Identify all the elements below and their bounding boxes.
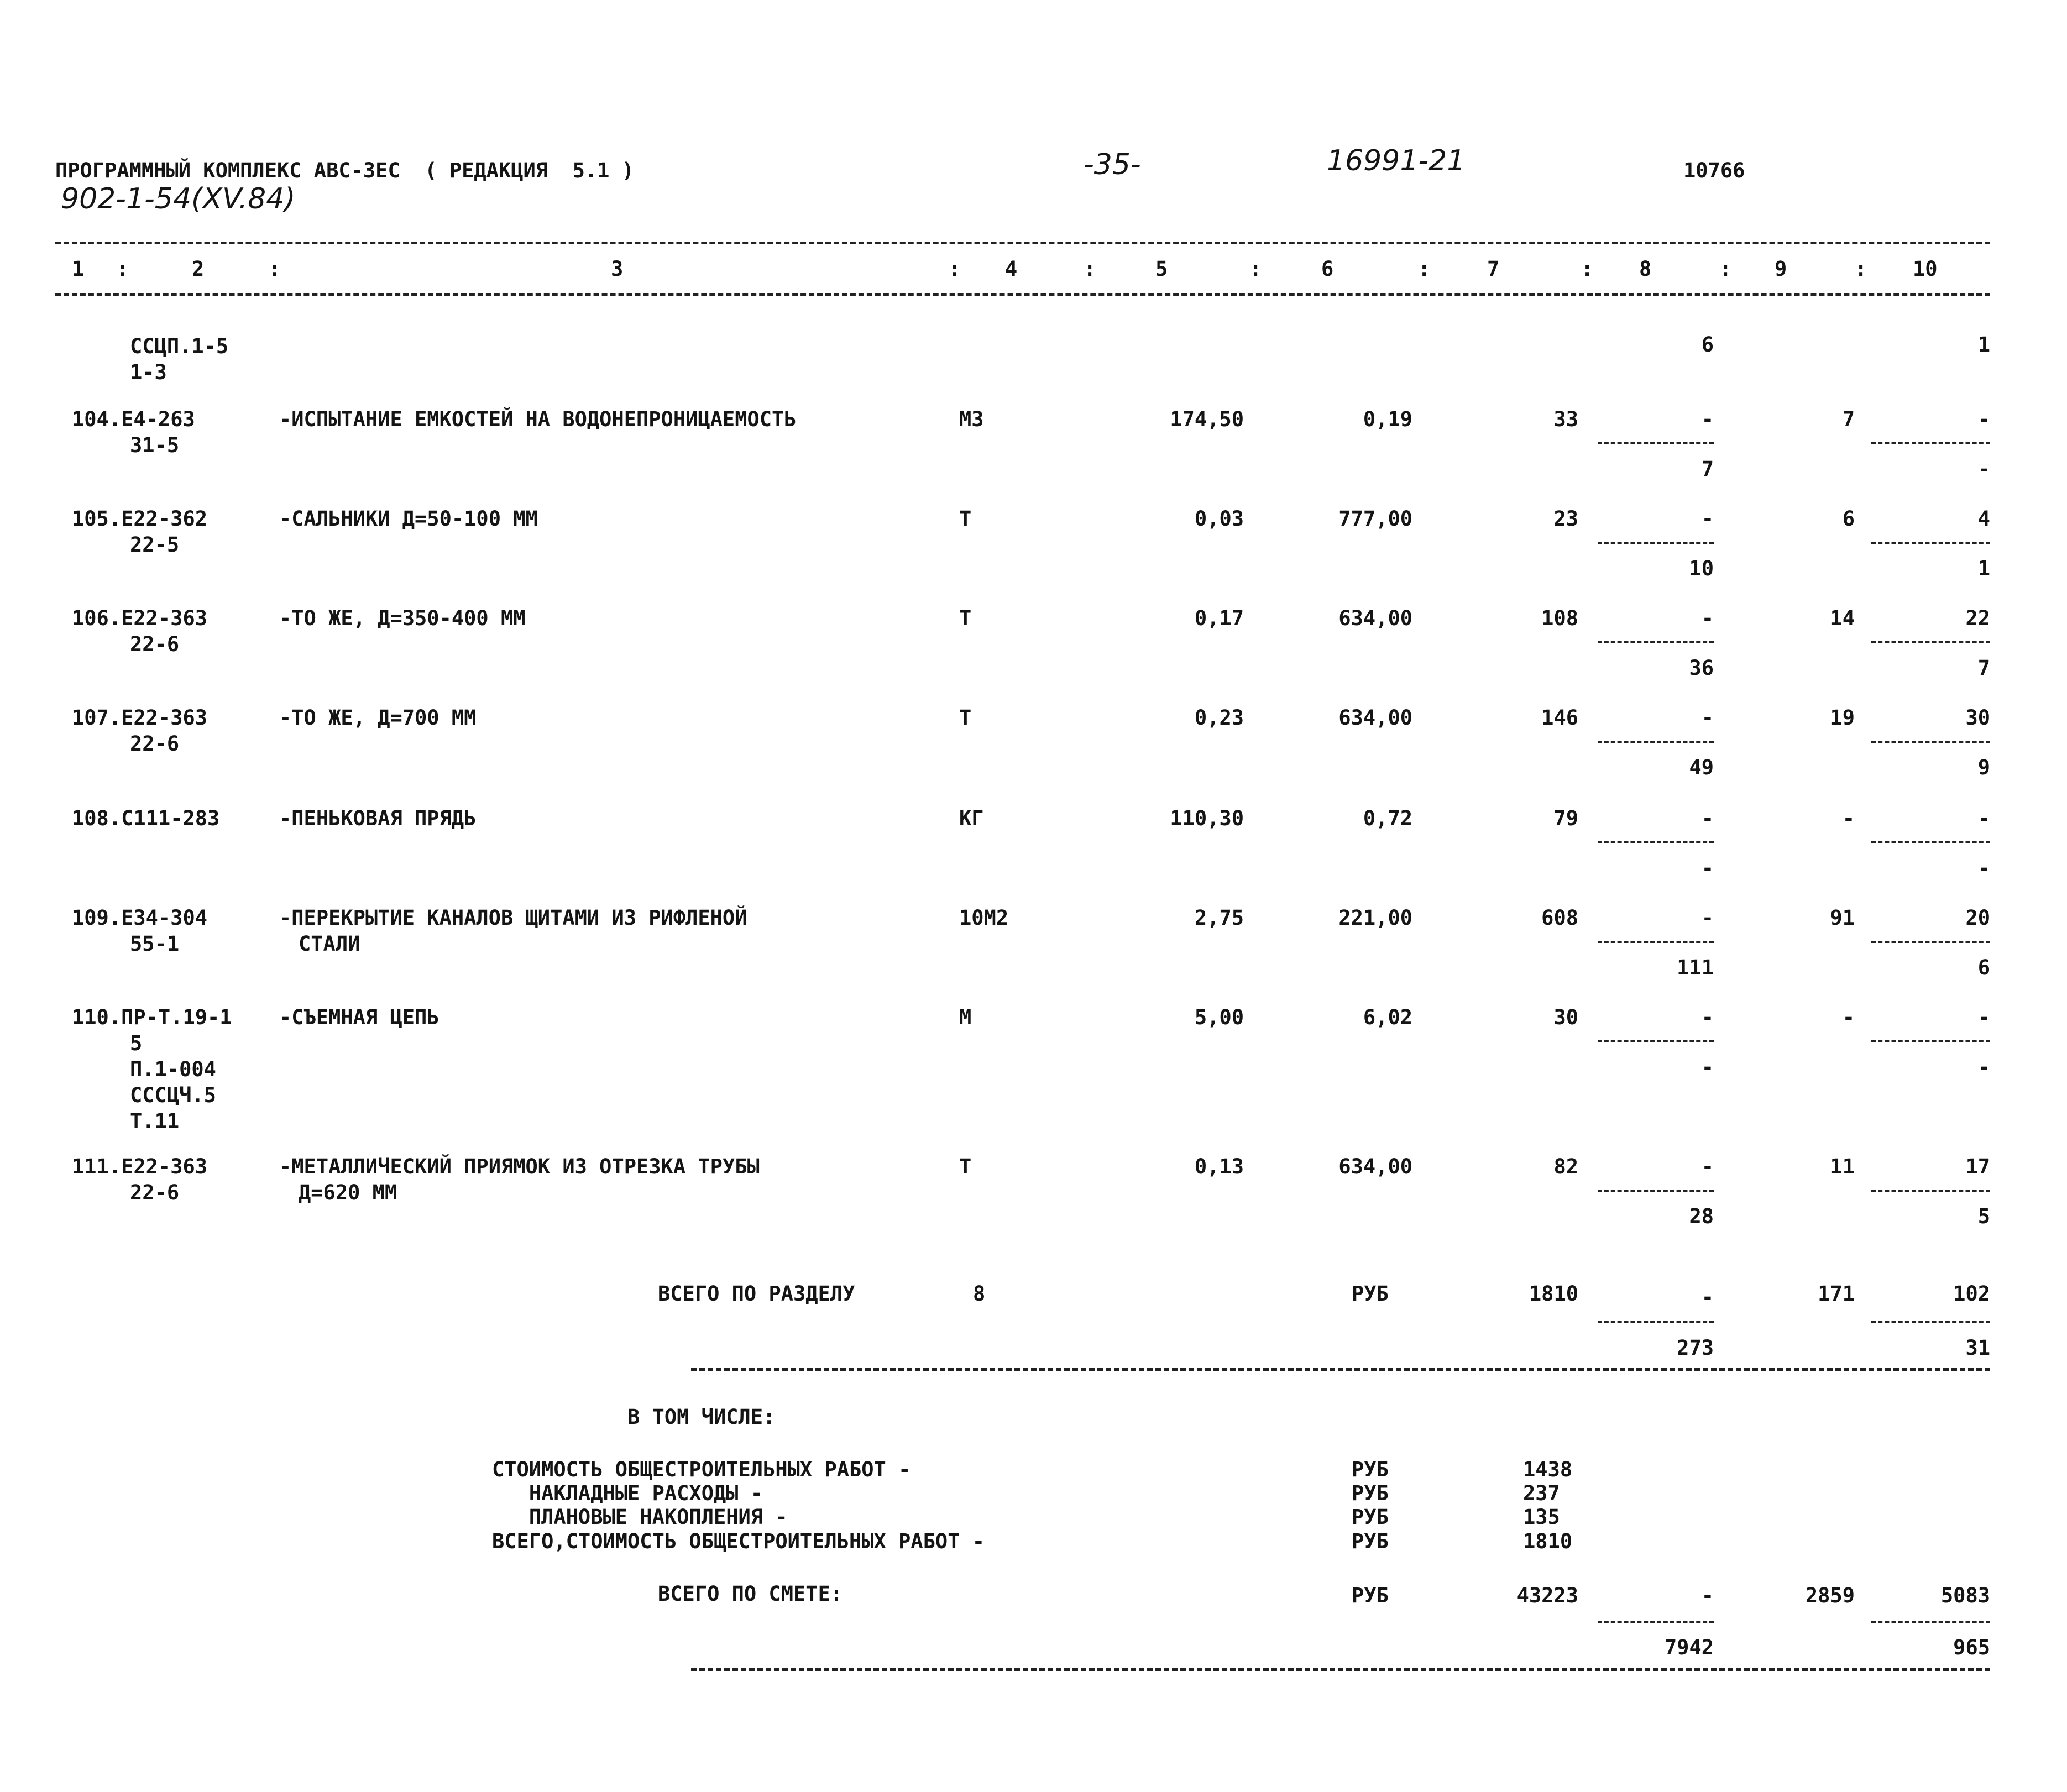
row-unit-price: 634,00 <box>1338 706 1412 730</box>
row-reference: Т.11 <box>130 1109 180 1133</box>
including-label: В ТОМ ЧИСЛЕ: <box>627 1405 776 1429</box>
column-number-9: 9 <box>1775 257 1787 281</box>
row-unit: 10М2 <box>959 906 1009 930</box>
row-col10-bottom: - <box>1977 1055 1990 1079</box>
column-separator: : <box>268 257 281 281</box>
row-col10-bottom: - <box>1977 457 1990 481</box>
fraction-line <box>1871 442 1990 444</box>
fraction-line <box>1598 741 1714 743</box>
row-quantity: 0,03 <box>1194 507 1244 531</box>
row-description: -ТО ЖЕ, Д=700 ММ <box>279 706 477 730</box>
row-description: -САЛЬНИКИ Д=50-100 ММ <box>279 507 538 531</box>
row-reference: 22-6 <box>130 732 180 756</box>
including-line-value: 1438 <box>1523 1458 1573 1481</box>
fraction-line <box>1871 1040 1990 1042</box>
column-number-5: 5 <box>1155 257 1168 281</box>
row-col9: 19 <box>1830 706 1855 730</box>
row-quantity: 110,30 <box>1170 806 1244 830</box>
fraction-line <box>1598 542 1714 544</box>
row-col10-bottom: - <box>1977 856 1990 880</box>
row-code: 108.С111-283 <box>72 806 220 830</box>
fraction-line <box>1871 1190 1990 1192</box>
row-col8-top: - <box>1701 407 1714 431</box>
row-unit-price: 634,00 <box>1338 1155 1412 1178</box>
header-rule-top <box>55 242 1990 244</box>
row-unit-price: 0,72 <box>1363 806 1412 830</box>
row-col10-bottom: 6 <box>1977 956 1990 979</box>
row-code: 104.Е4-263 <box>72 407 195 431</box>
header-rule-bottom <box>55 293 1990 296</box>
fraction-line <box>1871 1621 1990 1623</box>
row-code: 111.Е22-363 <box>72 1155 208 1178</box>
column-number-6: 6 <box>1321 257 1334 281</box>
document-code: 16991-21 <box>1327 144 1466 177</box>
carry-col10: 1 <box>1977 333 1990 357</box>
document-number: 10766 <box>1683 159 1745 182</box>
row-description: -СЪЕМНАЯ ЦЕПЬ <box>279 1005 439 1029</box>
section-total-amount: 1810 <box>1529 1282 1578 1306</box>
row-col9: - <box>1842 1005 1855 1029</box>
row-reference: 22-6 <box>130 632 180 656</box>
column-number-7: 7 <box>1487 257 1500 281</box>
including-line-value: 237 <box>1523 1481 1560 1505</box>
including-line-text: ВСЕГО,СТОИМОСТЬ ОБЩЕСТРОИТЕЛЬНЫХ РАБОТ - <box>492 1529 985 1553</box>
row-quantity: 174,50 <box>1170 407 1244 431</box>
row-quantity: 0,13 <box>1194 1155 1244 1178</box>
column-number-2: 2 <box>192 257 205 281</box>
section-total-col10-bottom: 31 <box>1965 1336 1990 1360</box>
row-total: 146 <box>1541 706 1578 730</box>
row-unit: Т <box>959 606 972 630</box>
row-description: -ИСПЫТАНИЕ ЕМКОСТЕЙ НА ВОДОНЕПРОНИЦАЕМОСТЬ <box>279 407 797 431</box>
row-code: 107.Е22-363 <box>72 706 208 730</box>
row-col8-top: - <box>1701 706 1714 730</box>
carry-reference: 1-3 <box>130 360 167 384</box>
row-unit: Т <box>959 706 972 730</box>
column-separator: : <box>1581 257 1594 281</box>
row-description: Д=620 ММ <box>299 1181 397 1204</box>
section-total-label: ВСЕГО ПО РАЗДЕЛУ <box>658 1282 855 1306</box>
estimate-total-col10-bottom: 965 <box>1953 1636 1990 1659</box>
row-reference: 22-6 <box>130 1181 180 1204</box>
row-quantity: 2,75 <box>1194 906 1244 930</box>
column-separator: : <box>1855 257 1867 281</box>
row-col10-top: - <box>1977 407 1990 431</box>
row-unit-price: 221,00 <box>1338 906 1412 930</box>
row-reference: 22-5 <box>130 533 180 557</box>
row-col10-bottom: 7 <box>1977 656 1990 680</box>
section-total-unit: РУБ <box>1352 1282 1389 1306</box>
estimate-total-label: ВСЕГО ПО СМЕТЕ: <box>658 1582 843 1606</box>
column-separator: : <box>1249 257 1262 281</box>
section-total-col10-top: 102 <box>1953 1282 1990 1306</box>
row-col8-bottom: - <box>1701 856 1714 880</box>
including-line-value: 1810 <box>1523 1529 1573 1553</box>
row-quantity: 5,00 <box>1194 1005 1244 1029</box>
row-unit-price: 634,00 <box>1338 606 1412 630</box>
carry-reference: ССЦП.1-5 <box>130 334 229 358</box>
fraction-line <box>1598 442 1714 444</box>
row-col8-bottom: 36 <box>1689 656 1714 680</box>
project-code: 902-1-54(XV.84) <box>61 182 296 216</box>
section-total-number: 8 <box>973 1282 986 1306</box>
row-reference: СССЦЧ.5 <box>130 1083 216 1107</box>
fraction-line <box>1871 641 1990 643</box>
column-number-8: 8 <box>1639 257 1652 281</box>
row-unit-price: 0,19 <box>1363 407 1412 431</box>
column-separator: : <box>1418 257 1431 281</box>
row-col10-top: 30 <box>1965 706 1990 730</box>
row-col10-top: - <box>1977 1005 1990 1029</box>
including-line-text: ПЛАНОВЫЕ НАКОПЛЕНИЯ - <box>492 1505 788 1529</box>
column-separator: : <box>1084 257 1096 281</box>
fraction-line <box>1598 1621 1714 1623</box>
estimate-total-rule <box>691 1668 1990 1671</box>
including-line-text: СТОИМОСТЬ ОБЩЕСТРОИТЕЛЬНЫХ РАБОТ - <box>492 1458 911 1481</box>
row-col8-top: - <box>1701 1005 1714 1029</box>
column-number-4: 4 <box>1005 257 1018 281</box>
estimate-total-col9: 2859 <box>1805 1584 1855 1607</box>
row-reference: П.1-004 <box>130 1057 216 1081</box>
row-reference: 5 <box>130 1031 143 1055</box>
fraction-line <box>1598 1040 1714 1042</box>
estimate-total-col8-top: - <box>1701 1584 1714 1607</box>
row-description: -ПЕРЕКРЫТИЕ КАНАЛОВ ЩИТАМИ ИЗ РИФЛЕНОЙ <box>279 906 747 930</box>
row-col10-bottom: 9 <box>1977 756 1990 779</box>
row-col8-bottom: 49 <box>1689 756 1714 779</box>
row-unit-price: 777,00 <box>1338 507 1412 531</box>
row-description: -МЕТАЛЛИЧЕСКИЙ ПРИЯМОК ИЗ ОТРЕЗКА ТРУБЫ <box>279 1155 760 1178</box>
row-col8-bottom: 10 <box>1689 557 1714 580</box>
row-unit: Т <box>959 507 972 531</box>
estimate-total-col8-bottom: 7942 <box>1664 1636 1714 1659</box>
including-line-unit: РУБ <box>1352 1505 1389 1529</box>
fraction-line <box>1871 542 1990 544</box>
fraction-line <box>1598 941 1714 943</box>
section-total-col8-top: - <box>1701 1285 1714 1309</box>
row-col10-top: 4 <box>1977 507 1990 531</box>
row-col9: 91 <box>1830 906 1855 930</box>
row-unit-price: 6,02 <box>1363 1005 1412 1029</box>
row-total: 33 <box>1553 407 1578 431</box>
row-col10-bottom: 1 <box>1977 557 1990 580</box>
row-col10-top: 17 <box>1965 1155 1990 1178</box>
including-line-unit: РУБ <box>1352 1481 1389 1505</box>
row-code: 105.Е22-362 <box>72 507 208 531</box>
row-description: СТАЛИ <box>299 932 360 956</box>
fraction-line <box>1598 1190 1714 1192</box>
row-col8-bottom: 28 <box>1689 1204 1714 1228</box>
row-unit: Т <box>959 1155 972 1178</box>
row-col9: 7 <box>1842 407 1855 431</box>
row-total: 23 <box>1553 507 1578 531</box>
estimate-total-amount: 43223 <box>1516 1584 1578 1607</box>
row-reference: 31-5 <box>130 433 180 457</box>
row-total: 108 <box>1541 606 1578 630</box>
row-col9: 6 <box>1842 507 1855 531</box>
row-col10-top: 20 <box>1965 906 1990 930</box>
section-total-col9: 171 <box>1818 1282 1855 1306</box>
fraction-line <box>1598 841 1714 843</box>
row-total: 30 <box>1553 1005 1578 1029</box>
row-col8-top: - <box>1701 1155 1714 1178</box>
column-number-10: 10 <box>1913 257 1938 281</box>
including-line-unit: РУБ <box>1352 1529 1389 1553</box>
row-col10-top: - <box>1977 806 1990 830</box>
row-reference: 55-1 <box>130 932 180 956</box>
fraction-line <box>1871 941 1990 943</box>
section-total-col8-bottom: 273 <box>1677 1336 1714 1360</box>
column-separator: : <box>116 257 129 281</box>
column-number-3: 3 <box>611 257 624 281</box>
row-quantity: 0,23 <box>1194 706 1244 730</box>
program-title: ПРОГРАММНЫЙ КОМПЛЕКС АВС-3ЕС ( РЕДАКЦИЯ 5.1 ) <box>55 159 634 182</box>
row-col9: 11 <box>1830 1155 1855 1178</box>
column-separator: : <box>1719 257 1732 281</box>
including-line-value: 135 <box>1523 1505 1560 1529</box>
row-unit: КГ <box>959 806 984 830</box>
estimate-total-unit: РУБ <box>1352 1584 1389 1607</box>
row-col8-top: - <box>1701 906 1714 930</box>
row-col8-top: - <box>1701 606 1714 630</box>
column-separator: : <box>948 257 961 281</box>
row-col8-top: - <box>1701 806 1714 830</box>
row-quantity: 0,17 <box>1194 606 1244 630</box>
row-col9: 14 <box>1830 606 1855 630</box>
row-total: 608 <box>1541 906 1578 930</box>
row-total: 82 <box>1553 1155 1578 1178</box>
row-col10-bottom: 5 <box>1977 1204 1990 1228</box>
fraction-line <box>1598 1321 1714 1323</box>
fraction-line <box>1871 741 1990 743</box>
row-col8-bottom: 7 <box>1701 457 1714 481</box>
section-total-rule <box>691 1368 1990 1371</box>
page-number: -35- <box>1084 148 1141 181</box>
carry-col8: 6 <box>1701 333 1714 357</box>
row-description: -ПЕНЬКОВАЯ ПРЯДЬ <box>279 806 477 830</box>
row-col8-bottom: 111 <box>1677 956 1714 979</box>
row-col8-top: - <box>1701 507 1714 531</box>
row-col8-bottom: - <box>1701 1055 1714 1079</box>
row-total: 79 <box>1553 806 1578 830</box>
row-col9: - <box>1842 806 1855 830</box>
including-line-unit: РУБ <box>1352 1458 1389 1481</box>
column-number-1: 1 <box>72 257 85 281</box>
fraction-line <box>1871 841 1990 843</box>
row-code: 106.Е22-363 <box>72 606 208 630</box>
row-unit: М <box>959 1005 972 1029</box>
row-code: 110.ПР-Т.19-1 <box>72 1005 232 1029</box>
row-unit: М3 <box>959 407 984 431</box>
estimate-total-col10-top: 5083 <box>1940 1584 1990 1607</box>
fraction-line <box>1598 641 1714 643</box>
row-col10-top: 22 <box>1965 606 1990 630</box>
row-description: -ТО ЖЕ, Д=350-400 ММ <box>279 606 526 630</box>
including-line-text: НАКЛАДНЫЕ РАСХОДЫ - <box>492 1481 763 1505</box>
row-code: 109.Е34-304 <box>72 906 208 930</box>
fraction-line <box>1871 1321 1990 1323</box>
